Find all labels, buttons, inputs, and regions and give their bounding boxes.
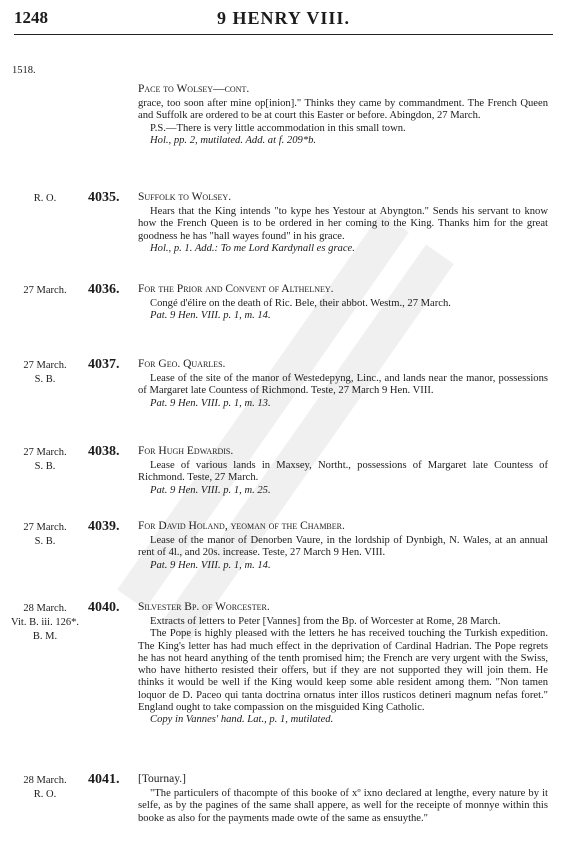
entry-title: For Hugh Edwardis. — [138, 445, 234, 457]
entry-text: Extracts of letters to Peter [Vannes] from the Bp. of Worcester at Rome, 28 March. — [150, 616, 501, 627]
entry-text: The Pope is highly pleased with the letters he has received touching the Turkish expedition. The King's letter has had much effect in the deprivation of Cardinal Hadrian. The Pope regrets he has not heard anything of the tenth promised him; the French are very urgent with the Swiss, who have hitherto resisted their offers, but if they are not supported they will join them. He thinks it would be well if the King would keep some able resident among them. "Non tamen loquor de D. Paceo qui tanta doctrina ornatus inter illos rusticos detineri magnum nefas foret." England ought to take compassion on the misguided King Catholic. — [138, 628, 548, 714]
entry-source: S. B. — [34, 536, 56, 547]
entry-number: 4040. — [88, 600, 120, 615]
entry-reference: Hol., p. 1. Add.: To me Lord Kardynall es grace. — [150, 242, 355, 254]
entry-text: grace, too soon after mine op[inion]." Thinks they came by commandment. The French Queen and Suffolk are ordered to be at court this Easter or before. Abingdon, 27 March. — [138, 98, 548, 122]
entry-number: 4036. — [88, 282, 120, 297]
entry-source: Vit. B. iii. 126*. — [11, 617, 79, 628]
entry-reference: Pat. 9 Hen. VIII. p. 1, m. 14. — [150, 559, 271, 571]
entry-text: Lease of the manor of Denorben Vaure, in the lordship of Dynbigh, N. Wales, at an annual rent of 4l., and 20s. increase. Teste, 27 March 9 Hen. VIII. — [138, 535, 548, 559]
entry-title: Silvester Bp. of Worcester. — [138, 601, 270, 613]
entry-reference: Pat. 9 Hen. VIII. p. 1, m. 14. — [150, 310, 271, 322]
entry-date: 27 March. — [23, 360, 67, 371]
entry-number: 4037. — [88, 357, 120, 372]
header-rule — [14, 34, 553, 35]
entry-date: 27 March. — [23, 447, 67, 458]
entry-date: 28 March. — [23, 775, 67, 786]
entry-title: For Geo. Quarles. — [138, 358, 226, 370]
entry-number: 4038. — [88, 444, 120, 459]
entry-text: Lease of various lands in Maxsey, Northt., possessions of Margaret late Countess of Richmond. Teste, 27 March. — [138, 460, 548, 484]
entry-reference: Pat. 9 Hen. VIII. p. 1, m. 13. — [150, 397, 271, 409]
entry-source-secondary: B. M. — [32, 631, 58, 642]
entry-title: [Tournay.] — [138, 773, 186, 785]
entry-title: Pace to Wolsey—cont. — [138, 83, 250, 95]
entry-date: 28 March. — [23, 603, 67, 614]
entry-date: 27 March. — [23, 285, 67, 296]
entry-source: R. O. — [33, 193, 57, 204]
entry-source: S. B. — [34, 461, 56, 472]
entry-number: 4039. — [88, 519, 120, 534]
entry-source: R. O. — [33, 789, 57, 800]
entry-title: For David Holand, yeoman of the Chamber. — [138, 520, 345, 532]
entry-source: S. B. — [34, 374, 56, 385]
entry-date: 1518. — [12, 65, 36, 76]
entry-title: Suffolk to Wolsey. — [138, 191, 232, 203]
entry-date: 27 March. — [23, 522, 67, 533]
entry-text: Lease of the site of the manor of Westedepyng, Linc., and lands near the manor, possessions of Margaret late Countess of Richmond. Teste, 27 March 9 Hen. VIII. — [138, 373, 548, 397]
entry-title: For the Prior and Convent of Althelney. — [138, 283, 334, 295]
running-head: 9 HENRY VIII. — [217, 8, 350, 28]
entry-text: Congé d'élire on the death of Ric. Bele, their abbot. Westm., 27 March. — [150, 298, 451, 309]
entry-reference: Hol., pp. 2, mutilated. Add. at f. 209*b. — [150, 134, 317, 146]
entry-text: Hears that the King intends "to kype hes Yestour at Abyngton." Sends his servant to know how the French Queen is to be ordered in her coming to the King. Thanks him for the great goodness he has "hall wayes found" in his grace. — [138, 206, 548, 242]
page-number: 1248 — [14, 8, 48, 27]
entry-reference: Copy in Vannes' hand. Lat., p. 1, mutilated. — [150, 714, 334, 726]
entry-text: "The particulers of thacompte of this booke of xº ixno declared at lengthe, every nature by it selfe, as by the pagines of the same shall appere, as well for the receipte of monnye within this booke as also for the payments made owte of the same as ensuythe." — [138, 788, 548, 824]
entry-reference: Pat. 9 Hen. VIII. p. 1, m. 25. — [150, 484, 271, 496]
page-header — [14, 8, 553, 32]
entry-number: 4041. — [88, 772, 120, 787]
entry-number: 4035. — [88, 190, 120, 205]
entry-text: P.S.—There is very little accommodation in this small town. — [150, 122, 406, 134]
